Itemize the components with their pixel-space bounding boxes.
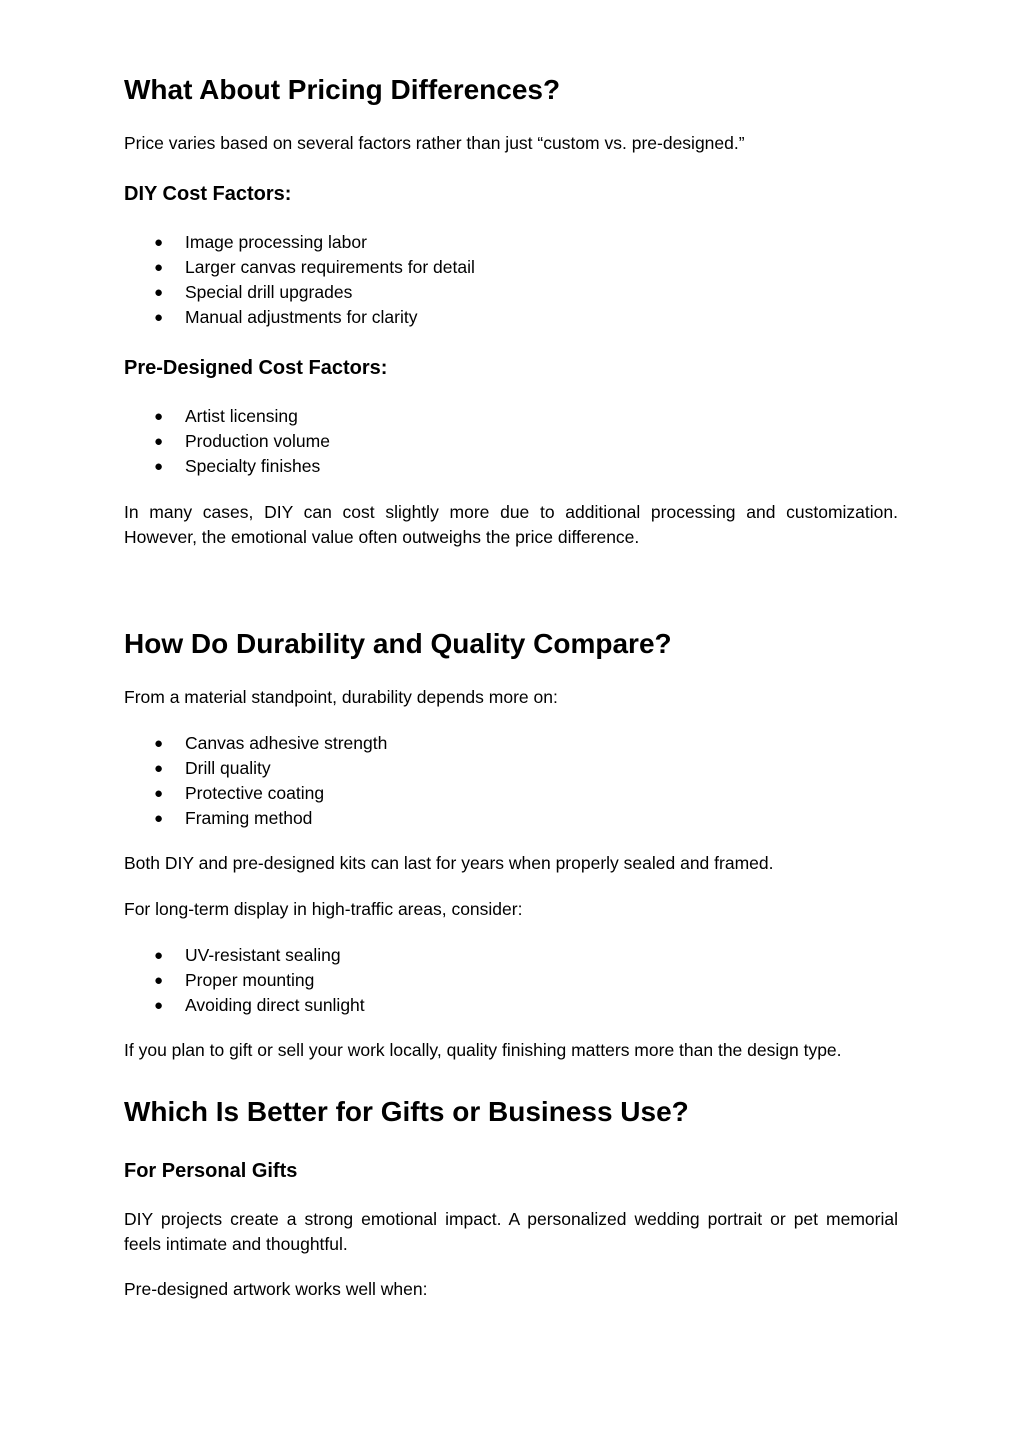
pricing-intro: Price varies based on several factors rather than just “custom vs. pre-designed.”: [124, 133, 745, 153]
bullet-icon: ●: [154, 408, 164, 425]
durability-longterm-intro: For long-term display in high-traffic areas, consider:: [124, 899, 523, 919]
list-item: ● Drill quality: [124, 756, 387, 781]
durability-longterm-list: [124, 943, 365, 1018]
list-item: ● Artist licensing: [124, 404, 330, 429]
bullet-icon: ●: [154, 810, 164, 827]
bullet-icon: ●: [154, 458, 164, 475]
list-item: ● Production volume: [124, 429, 330, 454]
predesigned-works-intro: Pre-designed artwork works well when:: [124, 1279, 428, 1299]
pricing-conclusion: In many cases, DIY can cost slightly more due to additional processing and customization. However, the emotional value often outweighs the price difference.: [124, 502, 898, 547]
bullet-icon: ●: [154, 785, 164, 802]
durability-heading: How Do Durability and Quality Compare?: [124, 628, 672, 659]
durability-conclusion: If you plan to gift or sell your work locally, quality finishing matters more than the design type.: [124, 1040, 842, 1060]
bullet-icon: ●: [154, 259, 164, 276]
list-item: ● Larger canvas requirements for detail: [124, 255, 475, 280]
bullet-icon: ●: [154, 234, 164, 251]
list-item: ● Special drill upgrades: [124, 280, 475, 305]
diy-cost-factors-heading: DIY Cost Factors:: [124, 183, 292, 205]
bullet-icon: ●: [154, 997, 164, 1014]
list-item: ● Canvas adhesive strength: [124, 731, 387, 756]
durability-factors-list: [124, 731, 387, 831]
list-item: ● Proper mounting: [124, 968, 365, 993]
gifts-heading: Which Is Better for Gifts or Business Use?: [124, 1096, 689, 1127]
list-item: ● Framing method: [124, 806, 387, 831]
personal-gifts-heading: For Personal Gifts: [124, 1160, 298, 1182]
durability-both-kits: Both DIY and pre-designed kits can last for years when properly sealed and framed.: [124, 853, 774, 873]
pricing-heading: What About Pricing Differences?: [124, 74, 561, 105]
bullet-icon: ●: [154, 735, 164, 752]
diy-cost-factors-list: [124, 230, 475, 330]
bullet-icon: ●: [154, 760, 164, 777]
bullet-icon: ●: [154, 972, 164, 989]
bullet-icon: ●: [154, 309, 164, 326]
list-item: ● Image processing labor: [124, 230, 475, 255]
bullet-icon: ●: [154, 284, 164, 301]
list-item: ● Specialty finishes: [124, 454, 330, 479]
list-item: ● Manual adjustments for clarity: [124, 305, 475, 330]
durability-intro: From a material standpoint, durability depends more on:: [124, 687, 558, 707]
predesigned-cost-factors-heading: Pre-Designed Cost Factors:: [124, 357, 388, 379]
list-item: ● Avoiding direct sunlight: [124, 993, 365, 1018]
bullet-icon: ●: [154, 433, 164, 450]
bullet-icon: ●: [154, 947, 164, 964]
personal-gifts-body: DIY projects create a strong emotional impact. A personalized wedding portrait or pet memorial feels intimate and thoughtful.: [124, 1209, 898, 1254]
predesigned-cost-factors-list: [124, 404, 330, 479]
list-item: ● Protective coating: [124, 781, 387, 806]
list-item: ● UV-resistant sealing: [124, 943, 365, 968]
